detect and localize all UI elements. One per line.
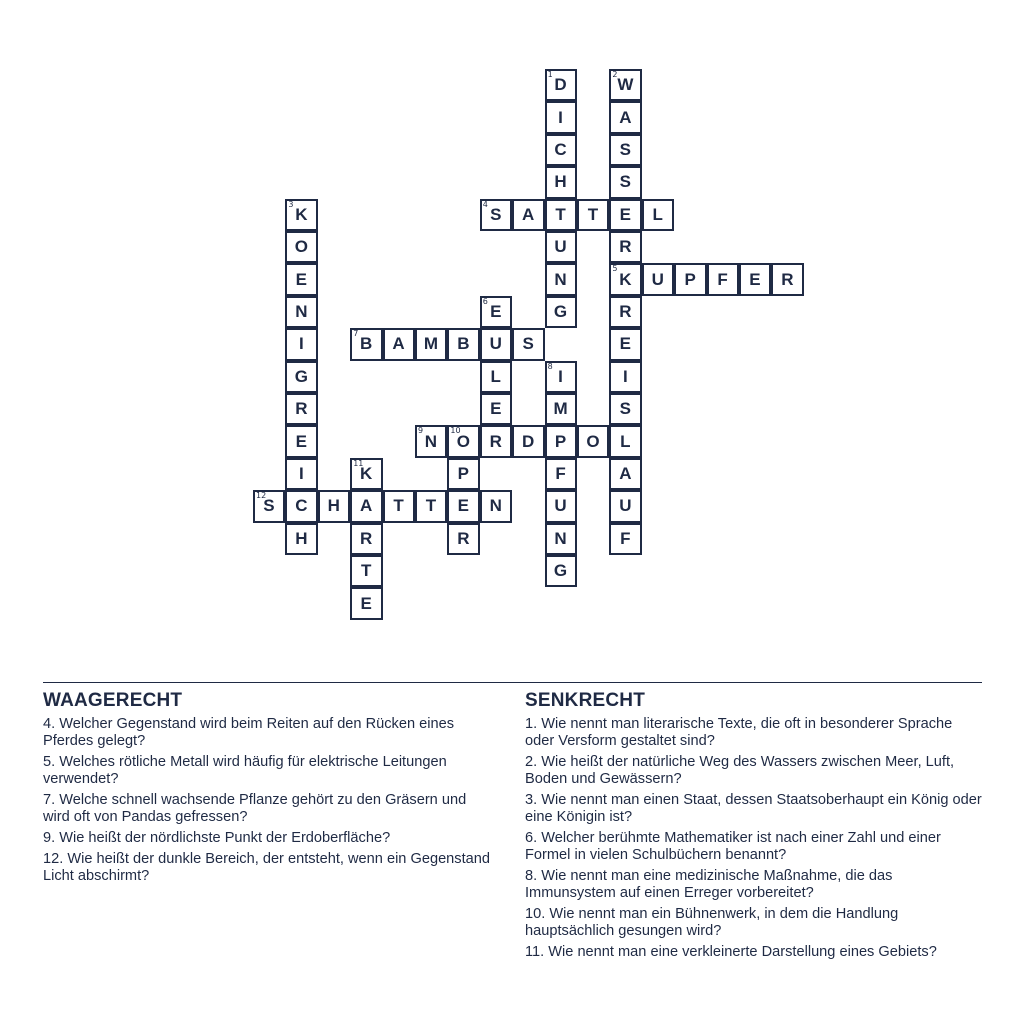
cell-letter: L (490, 366, 502, 386)
clue-down-11: 11. Wie nennt man eine verkleinerte Darstellung eines Gebiets? (525, 944, 937, 960)
clue-across-9: 9. Wie heißt der nördlichste Punkt der Erdoberfläche? (43, 830, 391, 846)
cell-letter: G (553, 561, 568, 581)
grid-cell[interactable] (609, 458, 641, 490)
clue-number: 1 (547, 70, 553, 79)
grid-cell[interactable] (350, 328, 382, 360)
cell-letter: R (489, 431, 503, 451)
cell-letter: H (295, 528, 308, 548)
cell-letter: E (619, 334, 632, 354)
grid-cell[interactable] (285, 393, 317, 425)
cell-letter: G (553, 301, 568, 321)
cell-letter: D (554, 75, 568, 95)
cell-letter: O (294, 237, 309, 257)
grid-cell[interactable] (545, 393, 577, 425)
grid-cell[interactable] (350, 458, 382, 490)
grid-cell[interactable] (609, 361, 641, 393)
grid-cell[interactable] (285, 199, 317, 231)
grid-cell[interactable] (609, 393, 641, 425)
cell-letter: G (294, 366, 309, 386)
grid-cell[interactable] (415, 328, 447, 360)
grid-cell[interactable] (447, 425, 479, 457)
grid-cell[interactable] (609, 425, 641, 457)
grid-cell[interactable] (285, 458, 317, 490)
across-clues (43, 690, 493, 889)
grid-cell[interactable] (285, 263, 317, 295)
cell-letter: M (423, 334, 439, 354)
clue-across-5: 5. Welches rötliche Metall wird häufig für elektrische Leitungen verwendet? (43, 754, 447, 787)
cell-letter: I (298, 463, 305, 483)
grid-cell[interactable] (545, 490, 577, 522)
clue-number: 3 (288, 199, 294, 209)
clue-across-7: 7. Welche schnell wachsende Pflanze gehört zu den Gräsern und wird oft von Pandas gefressen? (43, 792, 467, 825)
grid-cell[interactable] (609, 69, 641, 101)
clue-number: 9 (418, 426, 424, 436)
cell-letter: U (489, 334, 503, 354)
grid-cell[interactable] (609, 523, 641, 555)
grid-cell[interactable] (545, 425, 577, 457)
grid-cell[interactable] (609, 263, 641, 295)
grid-cell[interactable] (609, 231, 641, 263)
cell-letter: S (522, 334, 535, 354)
clue-number: 4 (482, 199, 488, 209)
grid-cell[interactable] (545, 458, 577, 490)
clue-down-2: 2. Wie heißt der natürliche Weg des Wassers zwischen Meer, Luft, Boden und Gewässern? (525, 754, 955, 787)
cell-letter: R (781, 269, 794, 289)
grid-cell[interactable] (642, 263, 674, 295)
down-clues (525, 690, 985, 965)
grid-cell[interactable] (480, 361, 512, 393)
clue-number: 7 (353, 329, 359, 339)
grid-cell[interactable] (512, 425, 544, 457)
cell-letter: T (555, 204, 567, 224)
cell-letter: A (392, 334, 406, 354)
grid-cell[interactable] (415, 490, 447, 522)
cell-letter: K (619, 269, 632, 289)
grid-cell[interactable] (545, 166, 577, 198)
cell-letter: I (558, 366, 564, 386)
grid-cell[interactable] (609, 134, 641, 166)
cell-letter: F (620, 528, 632, 548)
grid-cell[interactable] (577, 199, 609, 231)
cell-letter: T (360, 561, 372, 581)
cell-letter: I (558, 107, 564, 127)
grid-cell[interactable] (447, 458, 479, 490)
grid-cell[interactable] (545, 231, 577, 263)
cell-letter: P (457, 463, 470, 483)
cell-letter: B (359, 334, 373, 354)
grid-cell[interactable] (512, 328, 544, 360)
cell-letter: F (717, 269, 729, 289)
grid-cell[interactable] (545, 555, 577, 587)
clue-number: 8 (547, 361, 553, 371)
grid-cell[interactable] (285, 490, 317, 522)
grid-cell[interactable] (318, 490, 350, 522)
clue-number: 10 (450, 426, 461, 436)
cell-letter: L (652, 204, 664, 224)
cell-letter: E (619, 204, 632, 224)
grid-cell[interactable] (480, 199, 512, 231)
cell-letter: T (393, 496, 405, 516)
clue-number: 6 (482, 296, 488, 306)
cell-letter: T (587, 204, 599, 224)
grid-cell[interactable] (383, 490, 415, 522)
grid-cell[interactable] (415, 425, 447, 457)
grid-cell[interactable] (771, 263, 803, 295)
cell-letter: A (359, 496, 373, 516)
cell-letter: R (619, 301, 632, 321)
cell-letter: P (554, 431, 567, 451)
grid-cell[interactable] (285, 425, 317, 457)
grid-cell[interactable] (609, 199, 641, 231)
grid-cell[interactable] (480, 328, 512, 360)
grid-cell[interactable] (545, 199, 577, 231)
grid-cell[interactable] (383, 328, 415, 360)
cell-letter: U (554, 496, 568, 516)
clue-down-10: 10. Wie nennt man ein Bühnenwerk, in dem die Handlung hauptsächlich gesungen wird? (525, 906, 899, 939)
clue-across-4: 4. Welcher Gegenstand wird beim Reiten auf den Rücken eines Pferdes gelegt? (43, 716, 455, 749)
grid-cell[interactable] (545, 101, 577, 133)
cell-letter: S (490, 204, 502, 224)
cell-letter: N (295, 301, 308, 321)
cell-letter: E (295, 431, 308, 451)
cell-letter: I (298, 334, 305, 354)
grid-cell[interactable] (447, 328, 479, 360)
clue-down-8: 8. Wie nennt man eine medizinische Maßnahme, die das Immunsystem auf einen Erreger vorbereitet? (525, 868, 893, 901)
grid-cell[interactable] (480, 393, 512, 425)
grid-cell[interactable] (545, 69, 577, 101)
cell-letter: A (521, 204, 535, 224)
grid-cell[interactable] (253, 490, 285, 522)
cell-letter: U (619, 496, 632, 516)
cell-letter: H (327, 496, 341, 516)
cell-letter: B (457, 334, 470, 354)
cell-letter: O (456, 431, 471, 451)
across-heading: WAAGERECHT (43, 690, 183, 711)
cell-letter: R (619, 237, 632, 257)
cell-letter: N (489, 496, 503, 516)
grid-cell[interactable] (545, 296, 577, 328)
grid-cell[interactable] (350, 555, 382, 587)
cell-letter: L (620, 431, 632, 451)
cell-letter: D (521, 431, 535, 451)
cell-letter: F (555, 463, 567, 483)
cell-letter: P (684, 269, 697, 289)
cell-letter: E (457, 496, 470, 516)
clue-number: 5 (612, 264, 618, 274)
cell-letter: E (295, 269, 308, 289)
cell-letter: N (554, 528, 568, 548)
clue-down-6: 6. Welcher berühmte Mathematiker ist nach einer Zahl und einer Formel in vielen Schulbüchern benannt? (525, 830, 941, 863)
grid-cell[interactable] (480, 425, 512, 457)
grid-cell[interactable] (285, 523, 317, 555)
grid-cell[interactable] (674, 263, 706, 295)
grid-cell[interactable] (642, 199, 674, 231)
cell-letter: S (263, 496, 276, 516)
grid-cell[interactable] (285, 296, 317, 328)
cell-letter: C (554, 139, 568, 159)
grid-cell[interactable] (707, 263, 739, 295)
cell-letter: N (424, 431, 438, 451)
grid-cell[interactable] (285, 231, 317, 263)
grid-cell[interactable] (285, 328, 317, 360)
grid-cell[interactable] (480, 296, 512, 328)
cell-letter: E (749, 269, 762, 289)
grid-cell[interactable] (545, 523, 577, 555)
grid-cell[interactable] (512, 199, 544, 231)
cell-letter: U (554, 237, 568, 257)
grid-cell[interactable] (739, 263, 771, 295)
cell-letter: R (457, 528, 470, 548)
cell-letter: A (619, 463, 632, 483)
grid-cell[interactable] (447, 523, 479, 555)
grid-cell[interactable] (609, 101, 641, 133)
grid-cell[interactable] (609, 328, 641, 360)
cell-letter: M (553, 399, 569, 419)
cell-letter: S (619, 399, 632, 419)
grid-cell[interactable] (609, 166, 641, 198)
cell-letter: T (425, 496, 437, 516)
grid-cell[interactable] (609, 490, 641, 522)
grid-cell[interactable] (545, 361, 577, 393)
clue-down-3: 3. Wie nennt man einen Staat, dessen Staatsoberhaupt ein König oder eine Königin ist? (525, 792, 982, 825)
cell-letter: A (619, 107, 632, 127)
cell-letter: O (586, 431, 601, 451)
grid-cell[interactable] (350, 587, 382, 619)
cell-letter: E (360, 593, 373, 613)
grid-cell[interactable] (577, 425, 609, 457)
grid-cell[interactable] (350, 523, 382, 555)
cell-letter: E (490, 301, 502, 321)
clue-number: 11 (353, 458, 364, 468)
cell-letter: N (554, 269, 568, 289)
clue-across-12: 12. Wie heißt der dunkle Bereich, der entsteht, wenn ein Gegenstand Licht abschirmt? (43, 851, 490, 884)
grid-cell[interactable] (609, 296, 641, 328)
clue-number: 12 (256, 491, 267, 501)
grid-cell[interactable] (285, 361, 317, 393)
grid-cell[interactable] (545, 263, 577, 295)
cell-letter: R (295, 399, 308, 419)
cell-letter: H (554, 172, 568, 192)
clue-number: 2 (612, 70, 618, 79)
down-heading: SENKRECHT (525, 690, 646, 711)
cell-letter: E (490, 399, 502, 419)
grid-cell[interactable] (350, 490, 382, 522)
cell-letter: K (359, 463, 373, 483)
clue-down-1: 1. Wie nennt man literarische Texte, die oft in besonderer Sprache oder Versform gestaltet sind? (525, 716, 953, 749)
grid-cell[interactable] (480, 490, 512, 522)
cell-letter: W (617, 75, 634, 95)
grid-cell[interactable] (545, 134, 577, 166)
cell-letter: I (622, 366, 629, 386)
cell-letter: K (295, 204, 308, 224)
cell-letter: U (651, 269, 665, 289)
cell-letter: C (295, 496, 308, 516)
cell-letter: S (619, 172, 632, 192)
cell-letter: R (359, 528, 373, 548)
divider (43, 682, 982, 683)
cell-letter: S (619, 139, 632, 159)
grid-cell[interactable] (447, 490, 479, 522)
